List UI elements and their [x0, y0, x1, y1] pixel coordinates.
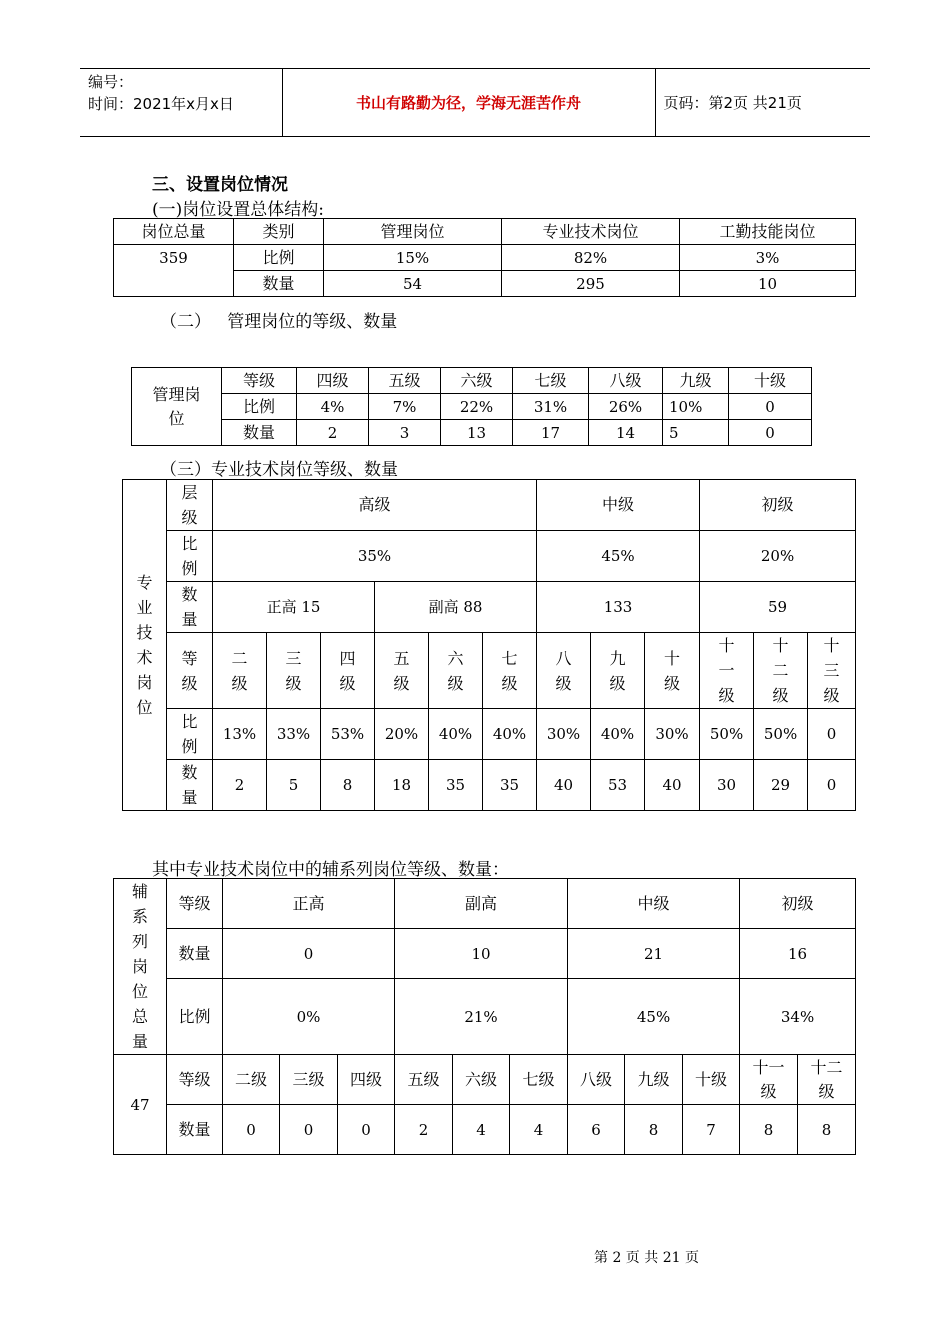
grade-cell: 33% [267, 709, 321, 760]
auxiliary-grade-table [113, 878, 856, 1155]
t2-side-label [132, 368, 222, 446]
grade-cell: 2 [395, 1105, 453, 1155]
t2-head: 等级 [222, 368, 297, 394]
t1-cell: 295 [502, 271, 680, 297]
grade-cell [645, 633, 700, 709]
grade-cell [740, 1055, 798, 1105]
t2-cell: 0 [729, 394, 812, 420]
row-label [167, 760, 213, 811]
t2-head: 八级 [589, 368, 663, 394]
t4-cell: 16 [740, 929, 856, 979]
t4-cell: 21 [568, 929, 740, 979]
grade-cell: 十级 [683, 1055, 740, 1105]
grade-cell: 0 [280, 1105, 338, 1155]
grade-text: 四级 [339, 648, 356, 693]
grade-cell: 8 [798, 1105, 856, 1155]
t4-side-text: 辅系列岗位总量 [131, 882, 148, 1051]
t2-cell: 17 [513, 420, 589, 446]
grade-cell: 2 [213, 760, 267, 811]
row-label: 等级 [167, 1055, 223, 1105]
t2-head: 六级 [441, 368, 513, 394]
t2-cell: 3 [369, 420, 441, 446]
t2-cell: 7% [369, 394, 441, 420]
row-label [167, 633, 213, 709]
grade-cell: 4 [453, 1105, 510, 1155]
grade-cell: 0 [808, 709, 856, 760]
t3-label [167, 531, 213, 582]
grade-cell: 30% [537, 709, 591, 760]
grade-cell: 4 [510, 1105, 568, 1155]
t3-tier: 中级 [537, 480, 700, 531]
header-meta [80, 69, 282, 137]
t4-cell: 45% [568, 979, 740, 1055]
t3-cell: 133 [537, 582, 700, 633]
grade-cell: 29 [754, 760, 808, 811]
t2-head: 七级 [513, 368, 589, 394]
t3-cell: 35% [213, 531, 537, 582]
t3-label-text: 比例 [181, 534, 198, 578]
t4-cell: 0% [223, 979, 395, 1055]
grade-cell: 40% [591, 709, 645, 760]
grade-cell: 三级 [280, 1055, 338, 1105]
grade-text: 八级 [555, 648, 572, 693]
table3-caption: （三）专业技术岗位等级、数量 [160, 460, 398, 480]
t1-head-mgmt: 管理岗位 [324, 219, 502, 245]
t4-total-value: 47 [114, 1055, 167, 1155]
t2-cell: 5 [663, 420, 729, 446]
t4-tier: 初级 [740, 879, 856, 929]
t2-head: 四级 [297, 368, 369, 394]
header-motto: 书山有路勤为径，学海无涯苦作舟 [282, 69, 655, 137]
row-label: 数量 [167, 1105, 223, 1155]
grade-cell: 0 [338, 1105, 395, 1155]
t1-cell: 10 [680, 271, 856, 297]
grade-cell: 40% [429, 709, 483, 760]
grade-cell: 13% [213, 709, 267, 760]
grade-cell: 6 [568, 1105, 625, 1155]
t2-cell: 26% [589, 394, 663, 420]
t4-cell: 21% [395, 979, 568, 1055]
t2-head: 五级 [369, 368, 441, 394]
table1-caption: (一)岗位设置总体结构: [152, 200, 324, 220]
t2-head: 九级 [663, 368, 729, 394]
page-header [80, 68, 870, 137]
t2-cell: 0 [729, 420, 812, 446]
t3-cell: 正高 15 [213, 582, 375, 633]
header-page: 页码：第2页 共21页 [655, 69, 870, 137]
grade-cell: 0 [808, 760, 856, 811]
t2-row-label: 比例 [222, 394, 297, 420]
t3-cell: 45% [537, 531, 700, 582]
t2-cell: 4% [297, 394, 369, 420]
t1-cell: 82% [502, 245, 680, 271]
t3-label-text: 数量 [181, 585, 198, 629]
serial-label: 编号： [88, 73, 134, 91]
grade-cell: 8 [740, 1105, 798, 1155]
t2-cell: 10% [663, 394, 729, 420]
grade-text: 十二级 [772, 636, 789, 705]
t1-row-label: 比例 [234, 245, 324, 271]
t2-row-label: 数量 [222, 420, 297, 446]
grade-cell [700, 633, 754, 709]
t2-cell: 22% [441, 394, 513, 420]
t1-head-total: 岗位总量 [114, 219, 234, 245]
t4-side-label [114, 879, 167, 1055]
grade-cell: 18 [375, 760, 429, 811]
grade-cell: 五级 [395, 1055, 453, 1105]
row-label [167, 709, 213, 760]
t2-cell: 14 [589, 420, 663, 446]
grade-cell: 8 [321, 760, 375, 811]
grade-cell: 40% [483, 709, 537, 760]
t4-label: 数量 [167, 929, 223, 979]
grade-cell: 0 [223, 1105, 280, 1155]
grade-cell [591, 633, 645, 709]
t2-side-text: 管理岗位 [152, 384, 201, 428]
grade-cell: 35 [429, 760, 483, 811]
grade-text: 十一级 [752, 1057, 785, 1101]
grade-cell: 二级 [223, 1055, 280, 1105]
grade-text: 三级 [285, 648, 302, 693]
grade-cell [754, 633, 808, 709]
overall-structure-table [113, 218, 856, 297]
t4-label: 等级 [167, 879, 223, 929]
grade-cell: 50% [700, 709, 754, 760]
t1-head-type: 类别 [234, 219, 324, 245]
t3-cell: 59 [700, 582, 856, 633]
t4-tier: 正高 [223, 879, 395, 929]
grade-cell: 30 [700, 760, 754, 811]
grade-cell: 七级 [510, 1055, 568, 1105]
grade-cell: 5 [267, 760, 321, 811]
grade-cell: 50% [754, 709, 808, 760]
t1-head-tech: 专业技术岗位 [502, 219, 680, 245]
grade-cell: 30% [645, 709, 700, 760]
grade-text: 十级 [664, 648, 681, 693]
management-grade-table [131, 367, 812, 446]
t4-tier: 中级 [568, 879, 740, 929]
t3-label [167, 582, 213, 633]
t3-label-text: 层级 [181, 483, 198, 527]
t3-side-label [123, 480, 167, 811]
grade-text: 十一级 [718, 636, 735, 705]
table4-caption: 其中专业技术岗位中的辅系列岗位等级、数量： [152, 860, 509, 880]
t3-tier: 高级 [213, 480, 537, 531]
t1-cell: 54 [324, 271, 502, 297]
grade-cell [798, 1055, 856, 1105]
grade-cell [808, 633, 856, 709]
grade-cell: 53 [591, 760, 645, 811]
t3-cell: 副高 88 [375, 582, 537, 633]
grade-text: 等级 [181, 648, 198, 693]
t2-head: 十级 [729, 368, 812, 394]
grade-text: 二级 [231, 648, 248, 693]
grade-cell [321, 633, 375, 709]
grade-text: 九级 [609, 648, 626, 693]
page-footer: 第 2 页 共 21 页 [594, 1250, 699, 1266]
grade-cell [213, 633, 267, 709]
grade-text: 六级 [447, 648, 464, 693]
grade-text: 十二级 [810, 1057, 843, 1101]
grade-cell: 40 [645, 760, 700, 811]
section-title: 三、设置岗位情况 [152, 175, 288, 195]
grade-cell: 九级 [625, 1055, 683, 1105]
tech-grade-table [122, 479, 856, 811]
t4-tier: 副高 [395, 879, 568, 929]
t2-cell: 13 [441, 420, 513, 446]
grade-text: 五级 [393, 648, 410, 693]
row-label-text: 比例 [181, 712, 198, 756]
grade-cell: 8 [625, 1105, 683, 1155]
grade-text: 十三级 [823, 636, 840, 705]
grade-text: 七级 [501, 648, 518, 693]
grade-cell [375, 633, 429, 709]
t2-cell: 2 [297, 420, 369, 446]
t4-cell: 10 [395, 929, 568, 979]
grade-cell: 六级 [453, 1055, 510, 1105]
t2-cell: 31% [513, 394, 589, 420]
t3-tier: 初级 [700, 480, 856, 531]
grade-cell: 7 [683, 1105, 740, 1155]
t4-label: 比例 [167, 979, 223, 1055]
grade-cell [429, 633, 483, 709]
grade-cell: 40 [537, 760, 591, 811]
time-label: 时间：2021年x月x日 [88, 95, 234, 113]
t4-cell: 34% [740, 979, 856, 1055]
grade-cell [537, 633, 591, 709]
grade-cell: 八级 [568, 1055, 625, 1105]
t3-label [167, 480, 213, 531]
grade-cell: 35 [483, 760, 537, 811]
grade-cell: 四级 [338, 1055, 395, 1105]
row-label-text: 数量 [181, 763, 198, 807]
table2-caption: （二） 管理岗位的等级、数量 [160, 312, 398, 332]
t3-cell: 20% [700, 531, 856, 582]
grade-cell [267, 633, 321, 709]
t1-head-skill: 工勤技能岗位 [680, 219, 856, 245]
t1-cell: 3% [680, 245, 856, 271]
t3-side-text: 专业技术岗位 [136, 573, 153, 717]
t1-total-value: 359 [114, 245, 234, 297]
grade-cell [483, 633, 537, 709]
t1-cell: 15% [324, 245, 502, 271]
t1-row-label: 数量 [234, 271, 324, 297]
grade-cell: 53% [321, 709, 375, 760]
grade-cell: 20% [375, 709, 429, 760]
t4-cell: 0 [223, 929, 395, 979]
